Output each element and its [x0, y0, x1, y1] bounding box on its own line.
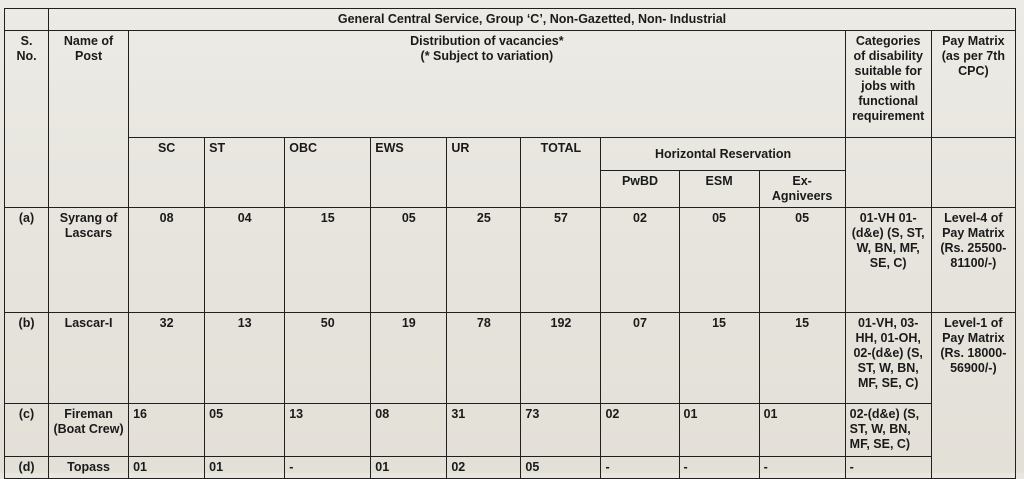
cell-st: 04 [205, 208, 285, 313]
cell-ews: 19 [371, 313, 447, 404]
cell-pay-matrix: Level-4 of Pay Matrix (Rs. 25500- 81100/-) [931, 208, 1015, 313]
cell-post-name: Syrang of Lascars [49, 208, 129, 313]
distribution-note: (* Subject to variation) [420, 49, 554, 63]
header-row-main [5, 31, 1016, 138]
cell-ur: 25 [447, 208, 521, 313]
cell-pwbd: 02 [601, 404, 679, 457]
table-row [5, 404, 1016, 457]
cell-obc: 13 [285, 404, 371, 457]
cell-esm: 01 [679, 404, 759, 457]
header-ur: UR [447, 138, 521, 208]
cell-st: 01 [205, 457, 285, 479]
cell-ews: 01 [371, 457, 447, 479]
header-ex-agniveers: Ex- Agniveers [759, 171, 845, 208]
vacancy-table [4, 8, 1016, 479]
cell-post-name: Fireman (Boat Crew) [49, 404, 129, 457]
header-row-categories [5, 138, 1016, 171]
header-esm: ESM [679, 171, 759, 208]
cell-sno: (c) [5, 404, 49, 457]
header-pwbd: PwBD [601, 171, 679, 208]
cell-total: 73 [521, 404, 601, 457]
title-row [5, 9, 1016, 31]
header-disability: Categories of disability suitable for jobs with functional requirement [845, 31, 931, 138]
header-ews: EWS [371, 138, 447, 208]
cell-disability: - [845, 457, 931, 479]
cell-obc: 15 [285, 208, 371, 313]
cell-disability: 01-VH 01-(d&e) (S, ST, W, BN, MF, SE, C) [845, 208, 931, 313]
cell-ur: 02 [447, 457, 521, 479]
header-sno: S. No. [5, 31, 49, 208]
cell-ews: 08 [371, 404, 447, 457]
cell-pwbd: 02 [601, 208, 679, 313]
cell-ex-agniveers: - [759, 457, 845, 479]
cell-sc: 08 [129, 208, 205, 313]
cell-ur: 78 [447, 313, 521, 404]
cell-pwbd: 07 [601, 313, 679, 404]
table-row [5, 208, 1016, 313]
cell-total: 05 [521, 457, 601, 479]
table-row [5, 457, 1016, 479]
cell-sno: (b) [5, 313, 49, 404]
cell-disability: 02-(d&e) (S, ST, W, BN, MF, SE, C) [845, 404, 931, 457]
table-row [5, 313, 1016, 404]
cell-obc: 50 [285, 313, 371, 404]
cell-pwbd: - [601, 457, 679, 479]
header-name-of-post: Name of Post [49, 31, 129, 208]
cell-esm: 05 [679, 208, 759, 313]
cell-st: 13 [205, 313, 285, 404]
header-obc: OBC [285, 138, 371, 208]
cell-total: 192 [521, 313, 601, 404]
cell-obc: - [285, 457, 371, 479]
cell-sc: 16 [129, 404, 205, 457]
cell-esm: 15 [679, 313, 759, 404]
cell-post-name: Lascar-I [49, 313, 129, 404]
header-distribution [129, 31, 846, 138]
cell-sno: (a) [5, 208, 49, 313]
cell-sc: 32 [129, 313, 205, 404]
header-horizontal-reservation: Horizontal Reservation [601, 138, 845, 171]
cell-ur: 31 [447, 404, 521, 457]
cell-sno: (d) [5, 457, 49, 479]
cell-ex-agniveers: 01 [759, 404, 845, 457]
cell-pay-matrix: Level-1 of Pay Matrix (Rs. 18000- 56900/-) [931, 313, 1015, 479]
header-st: ST [205, 138, 285, 208]
cell-sc: 01 [129, 457, 205, 479]
cell-ews: 05 [371, 208, 447, 313]
cell-disability: 01-VH, 03- HH, 01-OH, 02-(d&e) (S, ST, W, BN, MF, SE, C) [845, 313, 931, 404]
cell-ex-agniveers: 15 [759, 313, 845, 404]
cell-post-name: Topass [49, 457, 129, 479]
cell-st: 05 [205, 404, 285, 457]
header-total: TOTAL [521, 138, 601, 208]
distribution-label: Distribution of vacancies* [410, 34, 564, 48]
cell-ex-agniveers: 05 [759, 208, 845, 313]
table-title: General Central Service, Group ‘C’, Non-Gazetted, Non- Industrial [49, 9, 1016, 31]
cell-esm: - [679, 457, 759, 479]
header-pay-matrix: Pay Matrix (as per 7th CPC) [931, 31, 1015, 138]
header-sc: SC [129, 138, 205, 208]
cell-total: 57 [521, 208, 601, 313]
